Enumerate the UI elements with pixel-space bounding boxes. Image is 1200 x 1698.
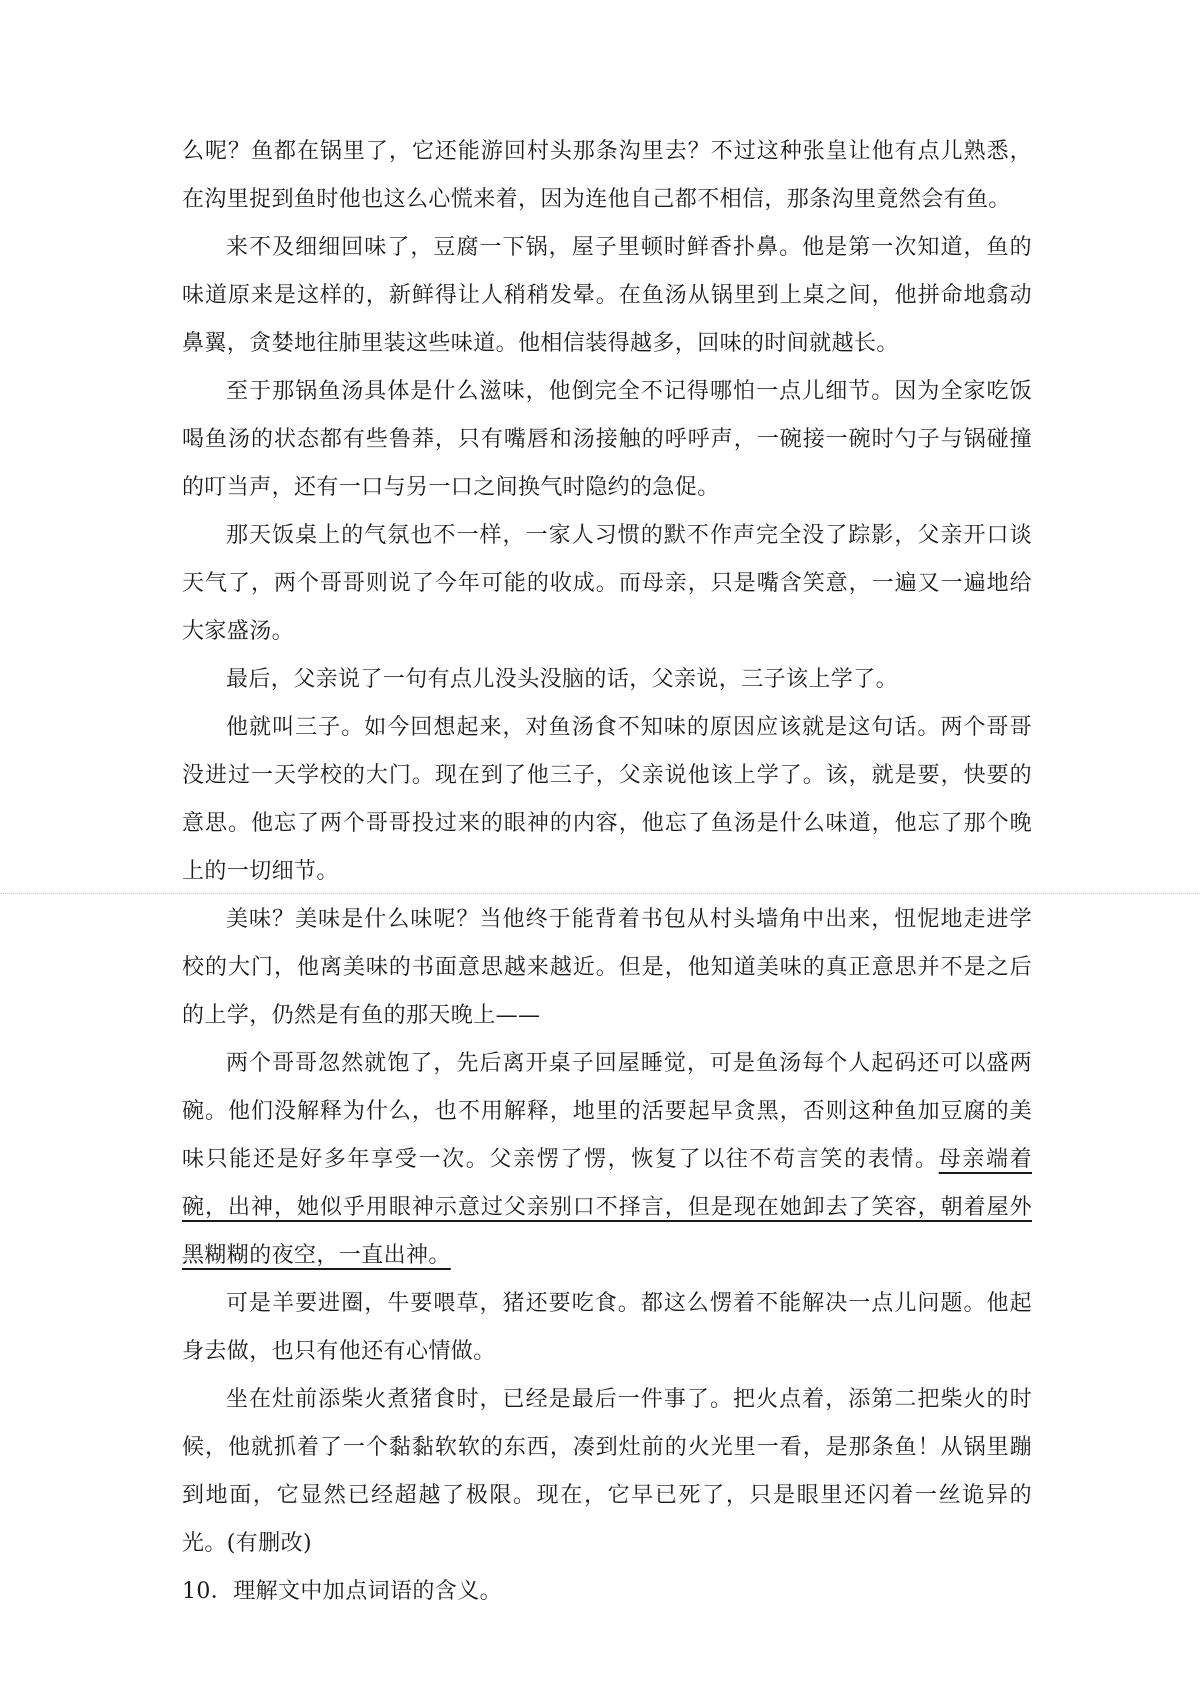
paragraph: 可是羊要进圈，牛要喂草，猪还要吃食。都这么愣着不能解决一点儿问题。他起身去做，也只有他还有心情做。 [182,1291,1032,1364]
page-break-divider [0,893,1200,894]
paragraph: 美味？美味是什么味呢？当他终于能背着书包从村头墙角中出来，忸怩地走进学校的大门，他离美味的书面意思越来越近。但是，他知道美味的真正意思并不是之后的上学，仍然是有鱼的那天晚上—— [182,907,1032,1028]
paragraph: 他就叫三子。如今回想起来，对鱼汤食不知味的原因应该就是这句话。两个哥哥没进过一天学校的大门。现在到了他三子，父亲说他该上学了。该，就是要，快要的意思。他忘了两个哥哥投过来的眼神的内容，他忘了鱼汤是什么味道，他忘了那个晚上的一切细节。 [182,715,1032,884]
paragraph: 来不及细细回味了，豆腐一下锅，屋子里顿时鲜香扑鼻。他是第一次知道，鱼的味道原来是这样的，新鲜得让人稍稍发晕。在鱼汤从锅里到上桌之间，他拼命地翕动鼻翼，贪婪地往肺里装这些味道。他相信装得越多，回味的时间就越长。 [182,235,1032,356]
underlined-sentence: 母亲端着碗，出神，她似乎用眼神示意过父亲别口不择言，但是现在她卸去了笑容，朝着屋外黑糊糊的夜空，一直出神。 [182,1147,1032,1268]
question-item: 10．理解文中加点词语的含义。 [182,1579,502,1604]
paragraph-with-underline [182,1040,1032,1280]
paragraph-continued: 么呢？鱼都在锅里了，它还能游回村头那条沟里去？不过这种张皇让他有点儿熟悉，在沟里捉到鱼时他也这么心慌来着，因为连他自己都不相信，那条沟里竟然会有鱼。 [182,139,1032,212]
paragraph: 那天饭桌上的气氛也不一样，一家人习惯的默不作声完全没了踪影，父亲开口谈天气了，两个哥哥则说了今年可能的收成。而母亲，只是嘴含笑意，一遍又一遍地给大家盛汤。 [182,523,1032,644]
paragraph: 坐在灶前添柴火煮猪食时，已经是最后一件事了。把火点着，添第二把柴火的时候，他就抓着了一个黏黏软软的东西，凑到灶前的火光里一看，是那条鱼！从锅里蹦到地面，它显然已经超越了极限。现在，它早已死了，只是眼里还闪着一丝诡异的光。(有删改) [182,1387,1032,1556]
paragraph: 至于那锅鱼汤具体是什么滋味，他倒完全不记得哪怕一点儿细节。因为全家吃饭喝鱼汤的状态都有些鲁莽，只有嘴唇和汤接触的呼呼声，一碗接一碗时勺子与锅碰撞的叮当声，还有一口与另一口之间换气时隐约的急促。 [182,379,1032,500]
paragraph: 最后，父亲说了一句有点儿没头没脑的话，父亲说，三子该上学了。 [226,667,899,692]
passage-body [182,128,1032,1616]
paragraph-text: 两个哥哥忽然就饱了，先后离开桌子回屋睡觉，可是鱼汤每个人起码还可以盛两碗。他们没解释为什么，也不用解释，地里的活要起早贪黑，否则这种鱼加豆腐的美味只能还是好多年享受一次。父亲愣了愣，恢复了以往不苟言笑的表情。 [182,1051,1032,1172]
